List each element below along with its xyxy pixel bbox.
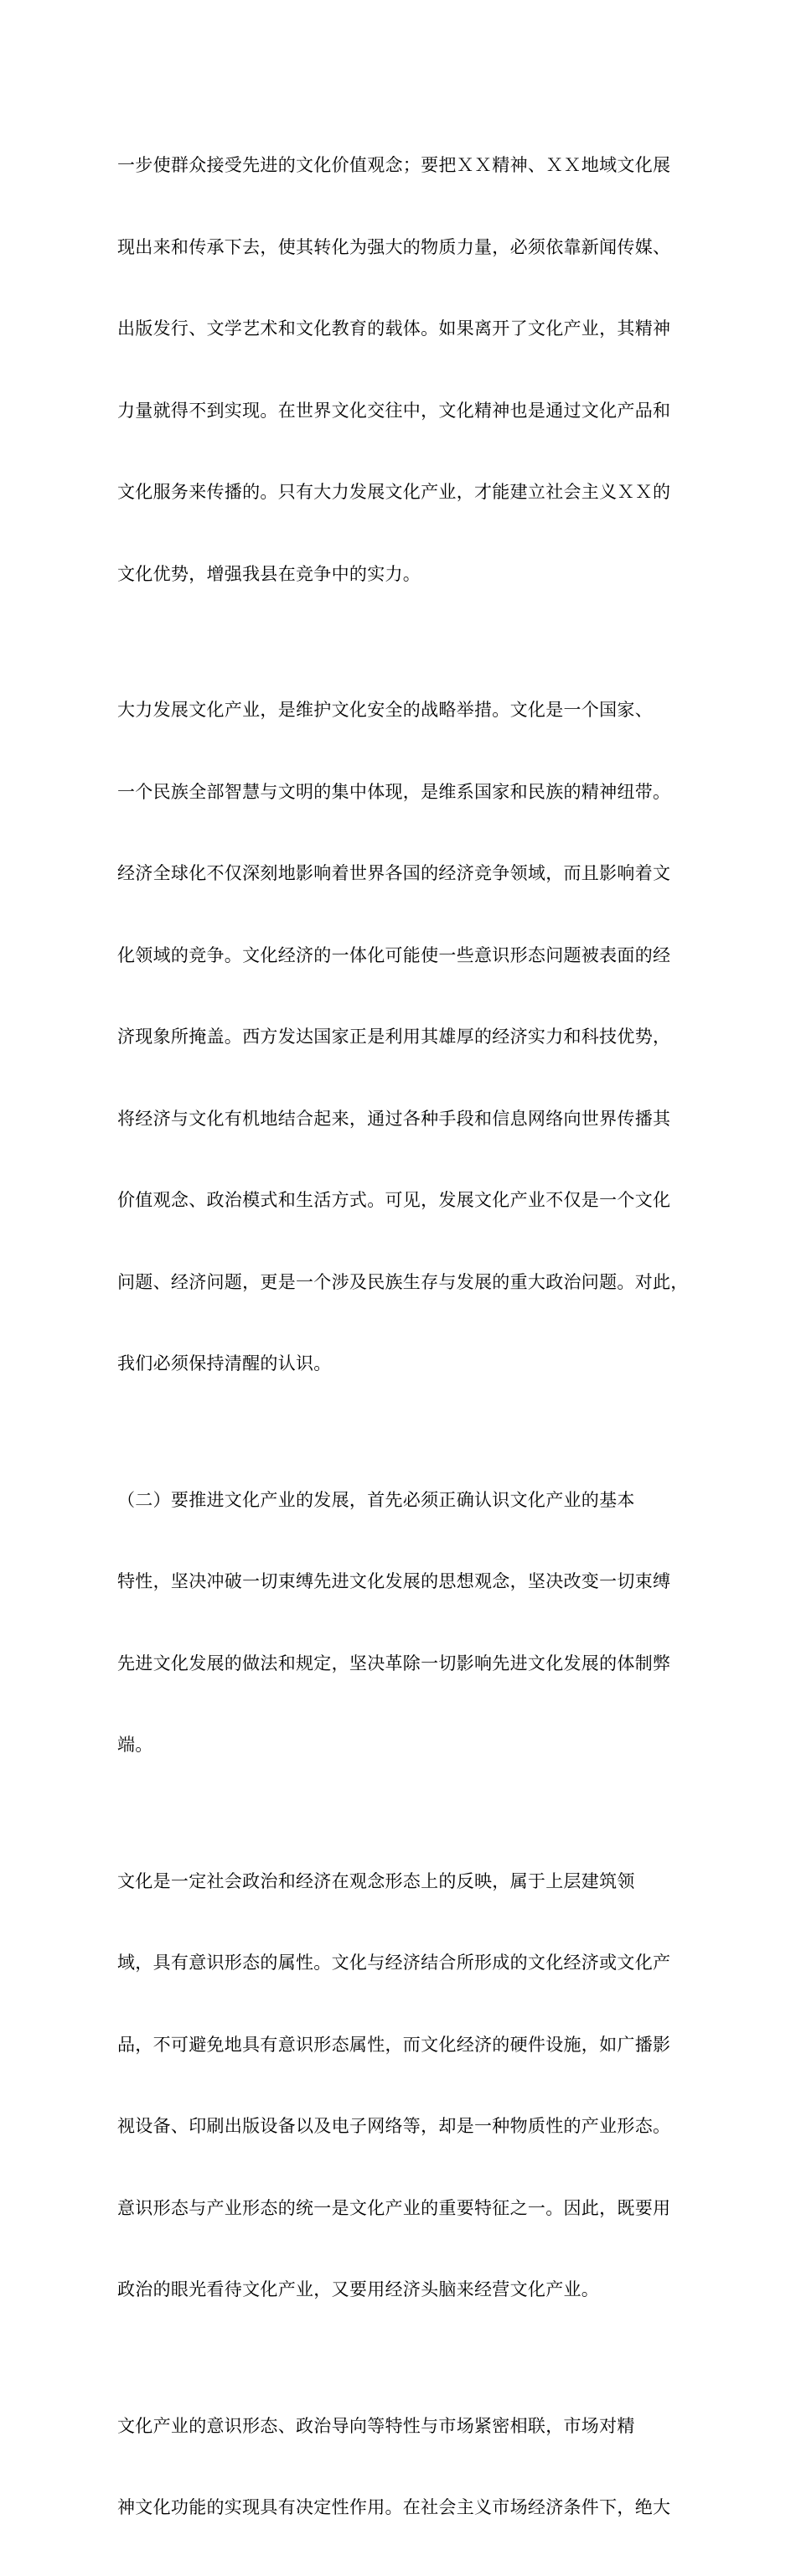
text-line: 视设备、印刷出版设备以及电子网络等，却是一种物质性的产业形态。 (117, 2116, 671, 2136)
text-line: 力量就得不到实现。在世界文化交往中，文化精神也是通过文化产品和 (117, 400, 671, 421)
text-line: 出版发行、文学艺术和文化教育的载体。如果离开了文化产业，其精神 (117, 318, 671, 339)
text-line: （二）要推进文化产业的发展，首先必须正确认识文化产业的基本 (117, 1489, 635, 1510)
text-line: 济现象所掩盖。西方发达国家正是利用其雄厚的经济实力和科技优势， (117, 1027, 671, 1047)
text-line: 经济全球化不仅深刻地影响着世界各国的经济竞争领域，而且影响着文 (117, 863, 671, 883)
paragraph-4 (117, 1813, 687, 2358)
text-line: 文化优势，增强我县在竞争中的实力。 (117, 563, 421, 584)
text-line: 先进文化发展的做法和规定，坚决革除一切影响先进文化发展的体制弊 (117, 1653, 671, 1673)
text-line: 文化产业的意识形态、政治导向等特性与市场紧密相联，市场对精 (117, 2415, 635, 2436)
text-line: 我们必须保持清醒的认识。 (117, 1353, 332, 1373)
text-line: 将经济与文化有机地结合起来，通过各种手段和信息网络向世界传播其 (117, 1108, 671, 1129)
document-body (117, 97, 687, 2576)
text-line: 域，具有意识形态的属性。文化与经济结合所形成的文化经济或文化产 (117, 1953, 671, 1973)
text-line: 问题、经济问题，更是一个涉及民族生存与发展的重大政治问题。对此， (117, 1271, 689, 1292)
text-line: 端。 (117, 1735, 153, 1755)
text-line: 政治的眼光看待文化产业，又要用经济头脑来经营文化产业。 (117, 2279, 600, 2299)
text-line: 大力发展文化产业，是维护文化安全的战略举措。文化是一个国家、 (117, 700, 653, 720)
paragraph-3 (117, 1432, 687, 1813)
text-line: 文化服务来传播的。只有大力发展文化产业，才能建立社会主义ＸＸ的 (117, 482, 671, 502)
text-line: 意识形态与产业形态的统一是文化产业的重要特征之一。因此，既要用 (117, 2197, 671, 2218)
text-line: 价值观念、政治模式和生活方式。可见，发展文化产业不仅是一个文化 (117, 1190, 671, 1210)
text-line: 一步使群众接受先进的文化价值观念；要把ＸＸ精神、ＸＸ地域文化展 (117, 155, 671, 175)
paragraph-1 (117, 97, 687, 642)
text-line: 神文化功能的实现具有决定性作用。在社会主义市场经济条件下，绝大 (117, 2497, 671, 2517)
text-line: 特性，坚决冲破一切束缚先进文化发展的思想观念，坚决改变一切束缚 (117, 1571, 671, 1591)
text-line: 一个民族全部智慧与文明的集中体现，是维系国家和民族的精神纽带。 (117, 781, 671, 802)
text-line: 现出来和传承下去，使其转化为强大的物质力量，必须依靠新闻传媒、 (117, 236, 671, 257)
text-line: 品，不可避免地具有意识形态属性，而文化经济的硬件设施，如广播影 (117, 2034, 671, 2055)
paragraph-5 (117, 2358, 687, 2576)
text-line: 文化是一定社会政治和经济在观念形态上的反映，属于上层建筑领 (117, 1870, 635, 1891)
text-line: 化领域的竞争。文化经济的一体化可能使一些意识形态问题被表面的经 (117, 944, 671, 965)
paragraph-2 (117, 642, 687, 1432)
